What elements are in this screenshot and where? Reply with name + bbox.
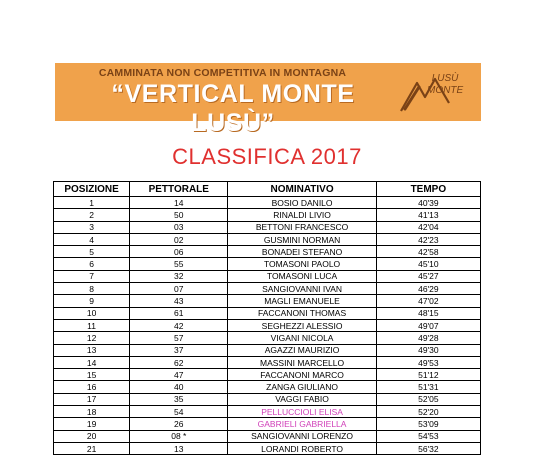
time-cell: 42'23 (376, 233, 480, 245)
bib-cell: 40 (130, 381, 228, 393)
bib-cell: 08 * (130, 430, 228, 442)
time-cell: 51'31 (376, 381, 480, 393)
table-row (54, 307, 481, 319)
position-cell: 1 (54, 197, 130, 209)
position-cell: 8 (54, 283, 130, 295)
position-cell: 5 (54, 246, 130, 258)
position-cell: 12 (54, 332, 130, 344)
name-cell: FACCANONI THOMAS (228, 307, 376, 319)
time-cell: 45'27 (376, 270, 480, 282)
bib-cell: 57 (130, 332, 228, 344)
table-row (54, 406, 481, 418)
name-cell: PELLUCCIOLI ELISA (228, 406, 376, 418)
name-cell: SANGIOVANNI LORENZO (228, 430, 376, 442)
name-cell: MAGLI EMANUELE (228, 295, 376, 307)
time-cell: 52'20 (376, 406, 480, 418)
bib-cell: 42 (130, 319, 228, 331)
time-cell: 49'30 (376, 344, 480, 356)
name-cell: GABRIELI GABRIELLA (228, 418, 376, 430)
time-cell: 46'29 (376, 283, 480, 295)
table-row (54, 197, 481, 209)
name-cell: SEGHEZZI ALESSIO (228, 319, 376, 331)
table-row (54, 393, 481, 405)
name-cell: BOSIO DANILO (228, 197, 376, 209)
table-row (54, 442, 481, 454)
page-title: CLASSIFICA 2017 (172, 144, 362, 169)
table-header-row (54, 182, 481, 197)
logo-text (427, 73, 463, 97)
position-cell: 2 (54, 209, 130, 221)
position-cell: 4 (54, 233, 130, 245)
time-cell: 49'28 (376, 332, 480, 344)
results-table (53, 181, 481, 455)
time-cell: 49'53 (376, 356, 480, 368)
bib-cell: 35 (130, 393, 228, 405)
name-cell: FACCANONI MARCO (228, 369, 376, 381)
results-body (54, 197, 481, 455)
table-row (54, 344, 481, 356)
table-row (54, 209, 481, 221)
header-posizione: POSIZIONE (54, 182, 130, 197)
bib-cell: 03 (130, 221, 228, 233)
time-cell: 48'15 (376, 307, 480, 319)
bib-cell: 26 (130, 418, 228, 430)
position-cell: 21 (54, 442, 130, 454)
table-row (54, 430, 481, 442)
time-cell: 42'58 (376, 246, 480, 258)
position-cell: 13 (54, 344, 130, 356)
time-cell: 51'12 (376, 369, 480, 381)
bib-cell: 54 (130, 406, 228, 418)
bib-cell: 14 (130, 197, 228, 209)
name-cell: ZANGA GIULIANO (228, 381, 376, 393)
header-pettorale: PETTORALE (130, 182, 228, 197)
time-cell: 40'39 (376, 197, 480, 209)
bib-cell: 43 (130, 295, 228, 307)
event-banner (55, 63, 481, 137)
table-row (54, 319, 481, 331)
name-cell: LORANDI ROBERTO (228, 442, 376, 454)
position-cell: 9 (54, 295, 130, 307)
time-cell: 56'32 (376, 442, 480, 454)
name-cell: AGAZZI MAURIZIO (228, 344, 376, 356)
table-row (54, 270, 481, 282)
table-row (54, 258, 481, 270)
time-cell: 49'07 (376, 319, 480, 331)
bib-cell: 61 (130, 307, 228, 319)
position-cell: 7 (54, 270, 130, 282)
time-cell: 52'05 (376, 393, 480, 405)
time-cell: 42'04 (376, 221, 480, 233)
name-cell: VIGANI NICOLA (228, 332, 376, 344)
time-cell: 41'13 (376, 209, 480, 221)
table-row (54, 418, 481, 430)
logo-text-top: LUSÙ (431, 73, 459, 84)
logo-text-bottom: MONTE (427, 85, 464, 96)
position-cell: 15 (54, 369, 130, 381)
name-cell: TOMASONI LUCA (228, 270, 376, 282)
table-row (54, 221, 481, 233)
name-cell: SANGIOVANNI IVAN (228, 283, 376, 295)
table-row (54, 283, 481, 295)
position-cell: 16 (54, 381, 130, 393)
banner-subtitle: CAMMINATA NON COMPETITIVA IN MONTAGNA (98, 67, 347, 79)
position-cell: 18 (54, 406, 130, 418)
table-row (54, 381, 481, 393)
time-cell: 47'02 (376, 295, 480, 307)
position-cell: 17 (54, 393, 130, 405)
table-row (54, 295, 481, 307)
table-row (54, 332, 481, 344)
time-cell: 53'09 (376, 418, 480, 430)
position-cell: 20 (54, 430, 130, 442)
name-cell: MASSINI MARCELLO (228, 356, 376, 368)
table-row (54, 369, 481, 381)
name-cell: BETTONI FRANCESCO (228, 221, 376, 233)
position-cell: 11 (54, 319, 130, 331)
bib-cell: 32 (130, 270, 228, 282)
banner-title: “VERTICAL MONTE LUSÙ” (111, 80, 355, 137)
bib-cell: 13 (130, 442, 228, 454)
bib-cell: 06 (130, 246, 228, 258)
name-cell: TOMASONI PAOLO (228, 258, 376, 270)
bib-cell: 07 (130, 283, 228, 295)
position-cell: 3 (54, 221, 130, 233)
time-cell: 54'53 (376, 430, 480, 442)
header-tempo: TEMPO (376, 182, 480, 197)
table-row (54, 246, 481, 258)
table-row (54, 356, 481, 368)
position-cell: 6 (54, 258, 130, 270)
name-cell: VAGGI FABIO (228, 393, 376, 405)
bib-cell: 62 (130, 356, 228, 368)
bib-cell: 55 (130, 258, 228, 270)
position-cell: 10 (54, 307, 130, 319)
bib-cell: 50 (130, 209, 228, 221)
bib-cell: 02 (130, 233, 228, 245)
position-cell: 14 (54, 356, 130, 368)
name-cell: GUSMINI NORMAN (228, 233, 376, 245)
name-cell: BONADEI STEFANO (228, 246, 376, 258)
name-cell: RINALDI LIVIO (228, 209, 376, 221)
bib-cell: 47 (130, 369, 228, 381)
bib-cell: 37 (130, 344, 228, 356)
time-cell: 45'10 (376, 258, 480, 270)
position-cell: 19 (54, 418, 130, 430)
table-row (54, 233, 481, 245)
header-nominativo: NOMINATIVO (228, 182, 376, 197)
